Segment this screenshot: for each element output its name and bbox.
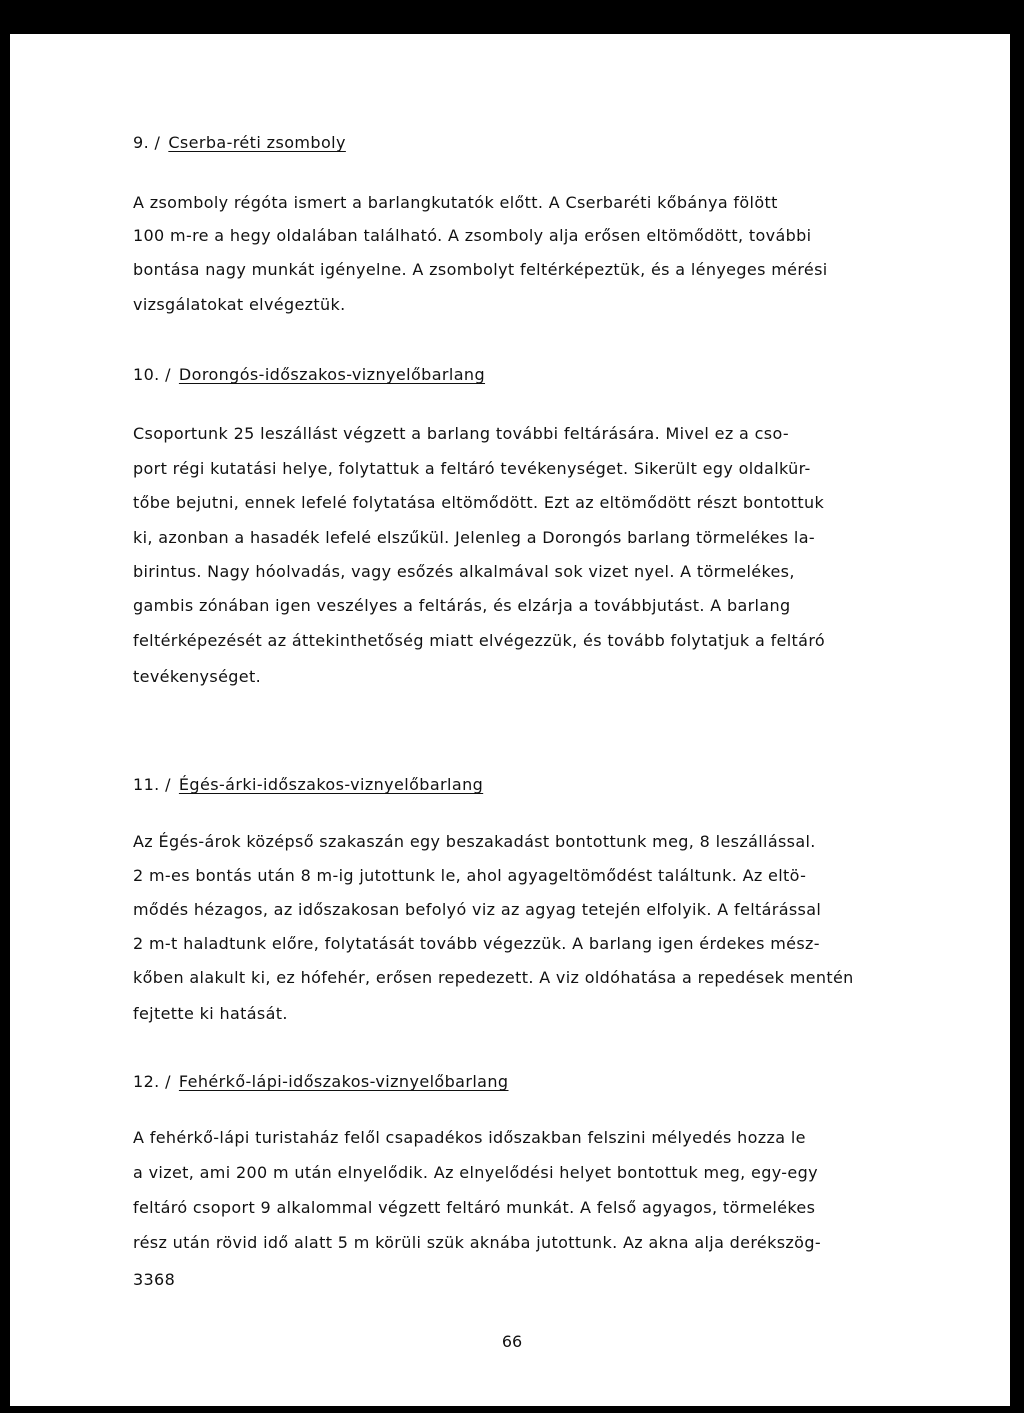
paragraph-line: port régi kutatási helye, folytattuk a feltáró tevékenységet. Sikerült egy oldalkür- <box>133 459 811 478</box>
paragraph-line: gambis zónában igen veszélyes a feltárás, és elzárja a továbbjutást. A barlang <box>133 596 791 615</box>
paragraph-line: feltáró csoport 9 alkalommal végzett feltáró munkát. A felső agyagos, törmelékes <box>133 1198 816 1217</box>
section-heading-12 <box>133 1072 509 1092</box>
section-number: 12. / <box>133 1072 171 1091</box>
paragraph-line: rész után rövid idő alatt 5 m körüli szük aknába jutottunk. Az akna alja derékszög- <box>133 1233 821 1252</box>
paragraph-line: ki, azonban a hasadék lefelé elszűkül. Jelenleg a Dorongós barlang törmelékes la- <box>133 528 815 547</box>
paragraph-line: 2 m-t haladtunk előre, folytatását tovább végezzük. A barlang igen érdekes mész- <box>133 934 820 953</box>
paragraph-line: 2 m-es bontás után 8 m-ig jutottunk le, ahol agyageltömődést találtunk. Az eltö- <box>133 866 807 885</box>
section-number: 9. / <box>133 133 161 152</box>
section-title: Cserba-réti zsomboly <box>168 133 346 152</box>
paragraph-line: fejtette ki hatását. <box>133 1004 288 1023</box>
page-number: 66 <box>501 1332 523 1351</box>
paragraph-line: Az Égés-árok középső szakaszán egy beszakadást bontottunk meg, 8 leszállással. <box>133 832 816 851</box>
section-number: 11. / <box>133 775 171 794</box>
section-heading-9 <box>133 133 346 153</box>
paragraph-line: tevékenységet. <box>133 667 262 686</box>
paragraph-line: bontása nagy munkát igényelne. A zsombolyt feltérképeztük, és a lényeges mérési <box>133 260 828 279</box>
paragraph-line: A zsomboly régóta ismert a barlangkutatók előtt. A Cserbaréti kőbánya fölött <box>133 193 778 212</box>
paragraph-line: 100 m-re a hegy oldalában található. A zsomboly alja erősen eltömődött, további <box>133 226 812 245</box>
paragraph-line: Csoportunk 25 leszállást végzett a barlang további feltárására. Mivel ez a cso- <box>133 424 790 443</box>
section-title: Dorongós-időszakos-viznyelőbarlang <box>178 365 486 384</box>
paragraph-line: birintus. Nagy hóolvadás, vagy esőzés alkalmával sok vizet nyel. A törmelékes, <box>133 562 795 581</box>
paragraph-line: mődés hézagos, az időszakosan befolyó viz az agyag tetején elfolyik. A feltárással <box>133 900 822 919</box>
paragraph-line: vizsgálatokat elvégeztük. <box>133 295 346 314</box>
footer-code: 3368 <box>133 1270 176 1289</box>
section-heading-10 <box>133 365 485 385</box>
paragraph-line: a vizet, ami 200 m után elnyelődik. Az elnyelődési helyet bontottuk meg, egy-egy <box>133 1163 818 1182</box>
section-number: 10. / <box>133 365 171 384</box>
section-heading-11 <box>133 775 483 795</box>
paragraph-line: A fehérkő-lápi turistaház felől csapadékos időszakban felszini mélyedés hozza le <box>133 1128 806 1147</box>
section-title: Égés-árki-időszakos-viznyelőbarlang <box>178 775 484 794</box>
paragraph-line: tőbe bejutni, ennek lefelé folytatása eltömődött. Ezt az eltömődött részt bontottuk <box>133 493 825 512</box>
paragraph-line: kőben alakult ki, ez hófehér, erősen repedezett. A viz oldóhatása a repedések mentén <box>133 968 854 987</box>
section-title: Fehérkő-lápi-időszakos-viznyelőbarlang <box>178 1072 509 1091</box>
paragraph-line: feltérképezését az áttekinthetőség miatt elvégezzük, és tovább folytatjuk a feltáró <box>133 631 826 650</box>
